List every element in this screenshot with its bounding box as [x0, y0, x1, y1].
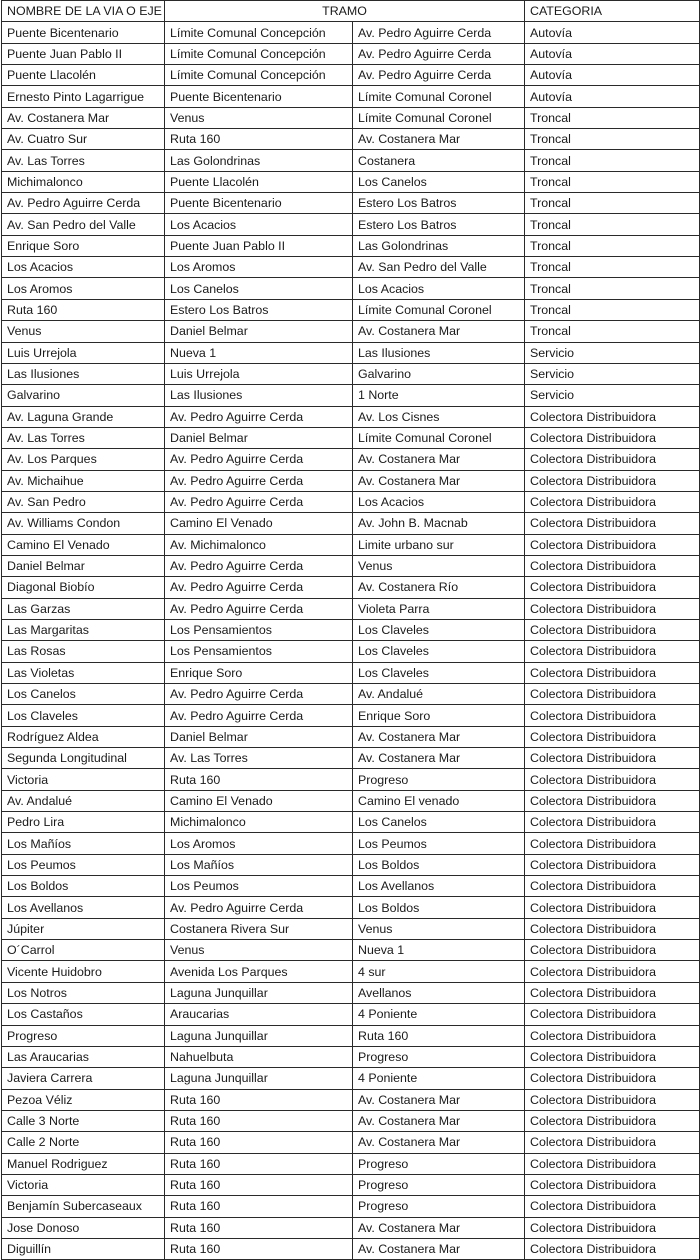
tramo-to-cell: Av. Costanera Río [353, 577, 525, 598]
table-row [2, 299, 700, 320]
tramo-from-cell: Av. Las Torres [165, 748, 353, 769]
tramo-to-cell: Límite Comunal Coronel [353, 427, 525, 448]
tramo-to-cell: Limite urbano sur [353, 534, 525, 555]
road-name-cell: Rodríguez Aldea [2, 726, 165, 747]
road-name-cell: Michimalonco [2, 171, 165, 192]
tramo-from-cell: Puente Llacolén [165, 171, 353, 192]
tramo-from-cell: Laguna Junquillar [165, 982, 353, 1003]
tramo-from-cell: Las Ilusiones [165, 385, 353, 406]
table-row [2, 1238, 700, 1259]
road-name-cell: Las Margaritas [2, 619, 165, 640]
road-name-cell: Diagonal Biobío [2, 577, 165, 598]
tramo-to-cell: Av. Pedro Aguirre Cerda [353, 43, 525, 64]
table-row [2, 812, 700, 833]
tramo-to-cell: Costanera [353, 150, 525, 171]
category-cell: Colectora Distribuidora [525, 833, 700, 854]
category-cell: Autovía [525, 43, 700, 64]
tramo-to-cell: Av. Pedro Aguirre Cerda [353, 65, 525, 86]
category-cell: Colectora Distribuidora [525, 705, 700, 726]
table-row [2, 876, 700, 897]
tramo-from-cell: Venus [165, 107, 353, 128]
tramo-from-cell: Av. Pedro Aguirre Cerda [165, 577, 353, 598]
category-cell: Colectora Distribuidora [525, 769, 700, 790]
category-cell: Colectora Distribuidora [525, 982, 700, 1003]
tramo-to-cell: Av. John B. Macnab [353, 513, 525, 534]
tramo-to-cell: Venus [353, 555, 525, 576]
tramo-from-cell: Los Peumos [165, 876, 353, 897]
table-row [2, 235, 700, 256]
table-row [2, 65, 700, 86]
tramo-from-cell: Daniel Belmar [165, 726, 353, 747]
tramo-to-cell: Av. Costanera Mar [353, 129, 525, 150]
tramo-from-cell: Laguna Junquillar [165, 1025, 353, 1046]
tramo-from-cell: Daniel Belmar [165, 321, 353, 342]
table-row [2, 1004, 700, 1025]
tramo-to-cell: Los Acacios [353, 491, 525, 512]
tramo-to-cell: Los Claveles [353, 662, 525, 683]
category-cell: Colectora Distribuidora [525, 1110, 700, 1131]
table-row [2, 1217, 700, 1238]
road-name-cell: Av. Pedro Aguirre Cerda [2, 193, 165, 214]
category-cell: Troncal [525, 193, 700, 214]
tramo-to-cell: Galvarino [353, 363, 525, 384]
road-name-cell: Los Acacios [2, 257, 165, 278]
road-name-cell: Luis Urrejola [2, 342, 165, 363]
road-name-cell: Av. Las Torres [2, 427, 165, 448]
table-row [2, 1046, 700, 1067]
tramo-to-cell: Los Claveles [353, 641, 525, 662]
tramo-to-cell: 4 Poniente [353, 1004, 525, 1025]
table-row [2, 641, 700, 662]
tramo-to-cell: Av. Costanera Mar [353, 1217, 525, 1238]
road-name-cell: Av. Cuatro Sur [2, 129, 165, 150]
tramo-from-cell: Los Aromos [165, 257, 353, 278]
tramo-from-cell: Av. Pedro Aguirre Cerda [165, 470, 353, 491]
header-row [2, 1, 700, 22]
table-row [2, 1025, 700, 1046]
tramo-from-cell: Los Acacios [165, 214, 353, 235]
road-name-cell: Av. San Pedro del Valle [2, 214, 165, 235]
category-cell: Servicio [525, 363, 700, 384]
tramo-from-cell: Los Mañíos [165, 854, 353, 875]
table-row [2, 129, 700, 150]
tramo-to-cell: Av. San Pedro del Valle [353, 257, 525, 278]
tramo-to-cell: Límite Comunal Coronel [353, 107, 525, 128]
table-row [2, 961, 700, 982]
category-cell: Troncal [525, 150, 700, 171]
category-cell: Colectora Distribuidora [525, 1238, 700, 1259]
tramo-from-cell: Costanera Rivera Sur [165, 918, 353, 939]
road-name-cell: O´Carrol [2, 940, 165, 961]
road-name-cell: Progreso [2, 1025, 165, 1046]
table-row [2, 278, 700, 299]
road-name-cell: Daniel Belmar [2, 555, 165, 576]
table-row [2, 43, 700, 64]
category-cell: Colectora Distribuidora [525, 812, 700, 833]
table-row [2, 555, 700, 576]
category-cell: Colectora Distribuidora [525, 748, 700, 769]
category-cell: Colectora Distribuidora [525, 577, 700, 598]
table-row [2, 1196, 700, 1217]
tramo-from-cell: Puente Bicentenario [165, 193, 353, 214]
tramo-from-cell: Los Canelos [165, 278, 353, 299]
category-cell: Troncal [525, 257, 700, 278]
road-name-cell: Victoria [2, 1174, 165, 1195]
category-cell: Colectora Distribuidora [525, 897, 700, 918]
road-name-cell: Júpiter [2, 918, 165, 939]
category-cell: Colectora Distribuidora [525, 406, 700, 427]
category-cell: Colectora Distribuidora [525, 1174, 700, 1195]
category-cell: Servicio [525, 342, 700, 363]
table-row [2, 1110, 700, 1131]
table-row [2, 342, 700, 363]
tramo-to-cell: Nueva 1 [353, 940, 525, 961]
road-name-cell: Segunda Longitudinal [2, 748, 165, 769]
road-name-cell: Las Araucarias [2, 1046, 165, 1067]
category-cell: Colectora Distribuidora [525, 790, 700, 811]
tramo-to-cell: Av. Costanera Mar [353, 1238, 525, 1259]
header-tramo: TRAMO [165, 1, 525, 22]
road-name-cell: Los Mañíos [2, 833, 165, 854]
road-classification-table [1, 0, 700, 1260]
tramo-from-cell: Av. Pedro Aguirre Cerda [165, 491, 353, 512]
tramo-from-cell: Av. Michimalonco [165, 534, 353, 555]
category-cell: Colectora Distribuidora [525, 1004, 700, 1025]
tramo-from-cell: Ruta 160 [165, 1174, 353, 1195]
category-cell: Colectora Distribuidora [525, 598, 700, 619]
category-cell: Colectora Distribuidora [525, 1025, 700, 1046]
category-cell: Colectora Distribuidora [525, 662, 700, 683]
tramo-from-cell: Daniel Belmar [165, 427, 353, 448]
header-road-name: NOMBRE DE LA VIA O EJE [2, 1, 165, 22]
road-name-cell: Los Canelos [2, 684, 165, 705]
tramo-to-cell: Av. Costanera Mar [353, 470, 525, 491]
category-cell: Colectora Distribuidora [525, 491, 700, 512]
category-cell: Troncal [525, 129, 700, 150]
tramo-to-cell: Av. Costanera Mar [353, 726, 525, 747]
road-name-cell: Las Ilusiones [2, 363, 165, 384]
tramo-to-cell: Camino El venado [353, 790, 525, 811]
tramo-to-cell: Avellanos [353, 982, 525, 1003]
tramo-from-cell: Camino El Venado [165, 513, 353, 534]
category-cell: Autovía [525, 86, 700, 107]
tramo-from-cell: Estero Los Batros [165, 299, 353, 320]
tramo-from-cell: Av. Pedro Aguirre Cerda [165, 598, 353, 619]
road-name-cell: Los Aromos [2, 278, 165, 299]
tramo-from-cell: Av. Pedro Aguirre Cerda [165, 684, 353, 705]
category-cell: Autovía [525, 65, 700, 86]
table-row [2, 790, 700, 811]
road-name-cell: Los Claveles [2, 705, 165, 726]
road-name-cell: Av. Andalué [2, 790, 165, 811]
table-row [2, 491, 700, 512]
category-cell: Colectora Distribuidora [525, 449, 700, 470]
road-name-cell: Los Notros [2, 982, 165, 1003]
tramo-to-cell: Progreso [353, 1196, 525, 1217]
tramo-from-cell: Límite Comunal Concepción [165, 22, 353, 43]
category-cell: Colectora Distribuidora [525, 1068, 700, 1089]
road-name-cell: Los Avellanos [2, 897, 165, 918]
tramo-to-cell: Av. Costanera Mar [353, 1110, 525, 1131]
road-name-cell: Las Garzas [2, 598, 165, 619]
table-row [2, 363, 700, 384]
category-cell: Colectora Distribuidora [525, 1089, 700, 1110]
table-row [2, 1068, 700, 1089]
road-name-cell: Calle 2 Norte [2, 1132, 165, 1153]
tramo-from-cell: Luis Urrejola [165, 363, 353, 384]
road-name-cell: Venus [2, 321, 165, 342]
tramo-from-cell: Nueva 1 [165, 342, 353, 363]
road-name-cell: Manuel Rodriguez [2, 1153, 165, 1174]
road-name-cell: Vicente Huidobro [2, 961, 165, 982]
category-cell: Colectora Distribuidora [525, 940, 700, 961]
tramo-to-cell: Progreso [353, 1046, 525, 1067]
road-name-cell: Ruta 160 [2, 299, 165, 320]
category-cell: Troncal [525, 235, 700, 256]
road-name-cell: Pedro Lira [2, 812, 165, 833]
category-cell: Colectora Distribuidora [525, 854, 700, 875]
road-name-cell: Diguillín [2, 1238, 165, 1259]
tramo-from-cell: Límite Comunal Concepción [165, 43, 353, 64]
tramo-from-cell: Ruta 160 [165, 1153, 353, 1174]
category-cell: Colectora Distribuidora [525, 619, 700, 640]
table-row [2, 854, 700, 875]
category-cell: Colectora Distribuidora [525, 961, 700, 982]
category-cell: Colectora Distribuidora [525, 918, 700, 939]
table-row [2, 598, 700, 619]
tramo-from-cell: Av. Pedro Aguirre Cerda [165, 406, 353, 427]
tramo-to-cell: Av. Costanera Mar [353, 1132, 525, 1153]
tramo-to-cell: Los Boldos [353, 854, 525, 875]
tramo-to-cell: Ruta 160 [353, 1025, 525, 1046]
tramo-from-cell: Michimalonco [165, 812, 353, 833]
table-row [2, 470, 700, 491]
table-row [2, 705, 700, 726]
category-cell: Troncal [525, 107, 700, 128]
tramo-to-cell: Los Peumos [353, 833, 525, 854]
table-row [2, 833, 700, 854]
road-name-cell: Enrique Soro [2, 235, 165, 256]
tramo-from-cell: Av. Pedro Aguirre Cerda [165, 897, 353, 918]
category-cell: Colectora Distribuidora [525, 684, 700, 705]
category-cell: Colectora Distribuidora [525, 726, 700, 747]
table-row [2, 427, 700, 448]
tramo-to-cell: Límite Comunal Coronel [353, 86, 525, 107]
category-cell: Colectora Distribuidora [525, 641, 700, 662]
tramo-from-cell: Los Pensamientos [165, 641, 353, 662]
table-row [2, 449, 700, 470]
tramo-to-cell: Venus [353, 918, 525, 939]
tramo-from-cell: Puente Juan Pablo II [165, 235, 353, 256]
tramo-from-cell: Ruta 160 [165, 1238, 353, 1259]
tramo-to-cell: Progreso [353, 1174, 525, 1195]
table-header [2, 1, 700, 22]
tramo-to-cell: 1 Norte [353, 385, 525, 406]
road-name-cell: Los Peumos [2, 854, 165, 875]
tramo-to-cell: Av. Los Cisnes [353, 406, 525, 427]
category-cell: Colectora Distribuidora [525, 1217, 700, 1238]
tramo-from-cell: Los Pensamientos [165, 619, 353, 640]
tramo-from-cell: Los Aromos [165, 833, 353, 854]
header-category: CATEGORIA [525, 1, 700, 22]
category-cell: Troncal [525, 171, 700, 192]
road-name-cell: Av. Laguna Grande [2, 406, 165, 427]
category-cell: Colectora Distribuidora [525, 513, 700, 534]
tramo-from-cell: Ruta 160 [165, 1110, 353, 1131]
road-name-cell: Puente Juan Pablo II [2, 43, 165, 64]
table-row [2, 684, 700, 705]
tramo-from-cell: Camino El Venado [165, 790, 353, 811]
road-name-cell: Camino El Venado [2, 534, 165, 555]
table-row [2, 897, 700, 918]
tramo-from-cell: Araucarias [165, 1004, 353, 1025]
table-row [2, 257, 700, 278]
tramo-from-cell: Av. Pedro Aguirre Cerda [165, 449, 353, 470]
category-cell: Colectora Distribuidora [525, 470, 700, 491]
table-row [2, 385, 700, 406]
tramo-from-cell: Av. Pedro Aguirre Cerda [165, 555, 353, 576]
table-row [2, 513, 700, 534]
tramo-to-cell: Progreso [353, 1153, 525, 1174]
category-cell: Colectora Distribuidora [525, 555, 700, 576]
category-cell: Colectora Distribuidora [525, 427, 700, 448]
table-row [2, 982, 700, 1003]
tramo-from-cell: Venus [165, 940, 353, 961]
tramo-from-cell: Ruta 160 [165, 1132, 353, 1153]
table-row [2, 1153, 700, 1174]
tramo-from-cell: Ruta 160 [165, 1196, 353, 1217]
tramo-from-cell: Nahuelbuta [165, 1046, 353, 1067]
table-row [2, 406, 700, 427]
tramo-from-cell: Ruta 160 [165, 129, 353, 150]
tramo-to-cell: Los Canelos [353, 812, 525, 833]
table-row [2, 1089, 700, 1110]
category-cell: Colectora Distribuidora [525, 1196, 700, 1217]
tramo-to-cell: Violeta Parra [353, 598, 525, 619]
table-row [2, 86, 700, 107]
road-name-cell: Av. Las Torres [2, 150, 165, 171]
road-name-cell: Pezoa Véliz [2, 1089, 165, 1110]
table-row [2, 1132, 700, 1153]
category-cell: Troncal [525, 278, 700, 299]
road-name-cell: Av. Michaihue [2, 470, 165, 491]
table-row [2, 748, 700, 769]
tramo-from-cell: Laguna Junquillar [165, 1068, 353, 1089]
road-name-cell: Benjamín Subercaseaux [2, 1196, 165, 1217]
road-name-cell: Puente Llacolén [2, 65, 165, 86]
road-name-cell: Los Boldos [2, 876, 165, 897]
table-row [2, 150, 700, 171]
road-name-cell: Victoria [2, 769, 165, 790]
tramo-from-cell: Avenida Los Parques [165, 961, 353, 982]
category-cell: Colectora Distribuidora [525, 1046, 700, 1067]
table-row [2, 662, 700, 683]
table-row [2, 1174, 700, 1195]
tramo-to-cell: Av. Costanera Mar [353, 321, 525, 342]
table-row [2, 214, 700, 235]
category-cell: Servicio [525, 385, 700, 406]
table-row [2, 940, 700, 961]
category-cell: Colectora Distribuidora [525, 534, 700, 555]
category-cell: Troncal [525, 214, 700, 235]
road-name-cell: Av. Williams Condon [2, 513, 165, 534]
tramo-from-cell: Ruta 160 [165, 1089, 353, 1110]
tramo-to-cell: Estero Los Batros [353, 193, 525, 214]
tramo-to-cell: Los Acacios [353, 278, 525, 299]
road-name-cell: Av. San Pedro [2, 491, 165, 512]
tramo-to-cell: Enrique Soro [353, 705, 525, 726]
road-name-cell: Ernesto Pinto Lagarrigue [2, 86, 165, 107]
tramo-to-cell: 4 Poniente [353, 1068, 525, 1089]
tramo-to-cell: Av. Pedro Aguirre Cerda [353, 22, 525, 43]
tramo-to-cell: Los Avellanos [353, 876, 525, 897]
table-row [2, 577, 700, 598]
tramo-from-cell: Ruta 160 [165, 769, 353, 790]
tramo-to-cell: Av. Costanera Mar [353, 748, 525, 769]
tramo-from-cell: Av. Pedro Aguirre Cerda [165, 705, 353, 726]
category-cell: Troncal [525, 299, 700, 320]
tramo-to-cell: Av. Costanera Mar [353, 1089, 525, 1110]
table-row [2, 321, 700, 342]
tramo-to-cell: Estero Los Batros [353, 214, 525, 235]
tramo-to-cell: Las Ilusiones [353, 342, 525, 363]
tramo-from-cell: Las Golondrinas [165, 150, 353, 171]
tramo-to-cell: Progreso [353, 769, 525, 790]
tramo-to-cell: Los Boldos [353, 897, 525, 918]
tramo-from-cell: Ruta 160 [165, 1217, 353, 1238]
road-name-cell: Las Violetas [2, 662, 165, 683]
table-row [2, 534, 700, 555]
category-cell: Autovía [525, 22, 700, 43]
category-cell: Troncal [525, 321, 700, 342]
table-row [2, 769, 700, 790]
tramo-to-cell: Las Golondrinas [353, 235, 525, 256]
road-name-cell: Jose Donoso [2, 1217, 165, 1238]
category-cell: Colectora Distribuidora [525, 1153, 700, 1174]
road-name-cell: Los Castaños [2, 1004, 165, 1025]
table-row [2, 193, 700, 214]
table-body [2, 22, 700, 1260]
road-name-cell: Puente Bicentenario [2, 22, 165, 43]
road-name-cell: Javiera Carrera [2, 1068, 165, 1089]
tramo-from-cell: Puente Bicentenario [165, 86, 353, 107]
table-row [2, 22, 700, 43]
road-name-cell: Galvarino [2, 385, 165, 406]
tramo-from-cell: Enrique Soro [165, 662, 353, 683]
tramo-to-cell: Los Claveles [353, 619, 525, 640]
tramo-to-cell: Límite Comunal Coronel [353, 299, 525, 320]
road-name-cell: Las Rosas [2, 641, 165, 662]
category-cell: Colectora Distribuidora [525, 876, 700, 897]
tramo-to-cell: Av. Andalué [353, 684, 525, 705]
road-name-cell: Av. Los Parques [2, 449, 165, 470]
table-row [2, 918, 700, 939]
table-row [2, 171, 700, 192]
tramo-to-cell: Av. Costanera Mar [353, 449, 525, 470]
table-row [2, 726, 700, 747]
tramo-from-cell: Límite Comunal Concepción [165, 65, 353, 86]
category-cell: Colectora Distribuidora [525, 1132, 700, 1153]
table-row [2, 619, 700, 640]
tramo-to-cell: 4 sur [353, 961, 525, 982]
table-row [2, 107, 700, 128]
road-name-cell: Av. Costanera Mar [2, 107, 165, 128]
road-name-cell: Calle 3 Norte [2, 1110, 165, 1131]
tramo-to-cell: Los Canelos [353, 171, 525, 192]
